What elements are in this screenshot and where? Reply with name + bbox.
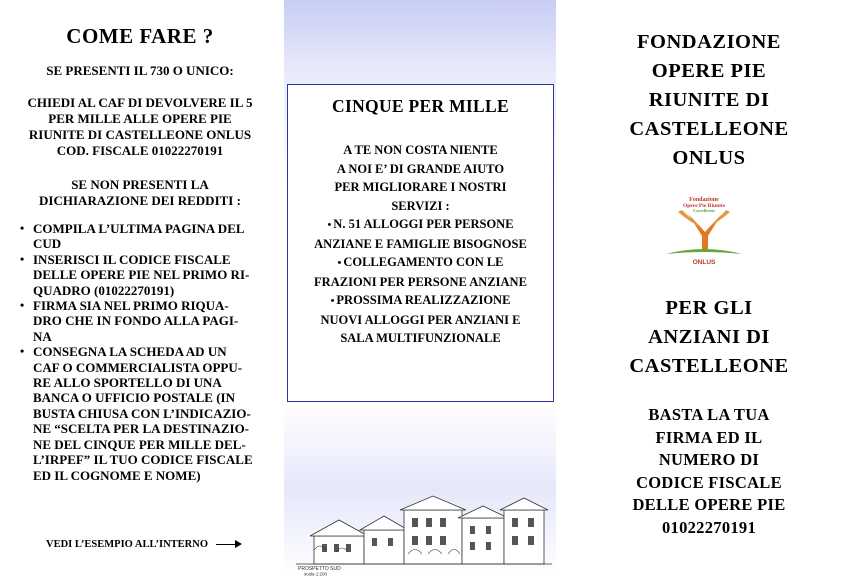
how-to-heading: COME FARE ? [66,24,214,48]
caf-line: CHIEDI AL CAF DI DEVOLVERE IL 5 [27,95,253,110]
bullet-line: FRAZIONI PER PERSONE ANZIANE [314,274,527,289]
bullet-text: N. 51 ALLOGGI PER PERSONE [333,217,514,231]
bullet-line [288,291,553,311]
bullet-text: COLLEGAMENTO CON LE [343,255,504,269]
service-bullet [288,253,553,291]
step-line: DRO CHE IN FONDO ALLA PAGI- [33,313,239,329]
bullet-line: NUOVI ALLOGGI PER ANZIANI E [320,312,521,327]
middle-panel [284,0,556,577]
step-item [20,252,274,298]
left-panel [0,0,280,577]
caf-line: RIUNITE DI CASTELLEONE ONLUS [28,127,252,142]
tagline-line: PER GLI [665,297,753,319]
step-line: NA [33,328,52,344]
no-declaration-line: SE NON PRESENTI LA [71,177,209,192]
see-example-note [46,539,240,550]
no-declaration-line: DICHIARAZIONE DEI REDDITI : [39,193,241,208]
step-line: QUADRO (01022270191) [33,282,175,298]
step-line: • INSERISCI IL CODICE FISCALE [33,251,231,267]
drawing-caption: PROSPETTO SUD [298,566,341,572]
logo-onlus: ONLUS [692,259,716,266]
arrow-right-icon [216,544,240,546]
logo-text: Opere Pie Riunite [682,203,726,209]
step-item [20,298,274,344]
org-line: RIUNITE DI [648,89,770,111]
org-line: CASTELLEONE [629,118,789,140]
org-line: ONLUS [672,147,746,169]
building-elevation-drawing [296,488,552,577]
step-line: • FIRMA SIA NEL PRIMO RIQUA- [33,298,229,314]
caf-line: PER MILLE ALLE OPERE PIE [48,111,232,126]
service-bullet [288,291,553,348]
logo-text: Castelleone [693,208,715,213]
bullet-icon: • [330,295,335,307]
bullet-icon: • [327,219,332,231]
tagline [576,294,842,381]
bullet-line: SALA MULTIFUNZIONALE [340,331,501,345]
bullet-line [288,215,553,235]
box-intro [288,141,553,215]
see-example-text: VEDI L’ESEMPIO ALL’INTERNO [46,539,209,550]
steps-list [6,221,274,483]
box-title: CINQUE PER MILLE [332,96,509,116]
step-line: RE ALLO SPORTELLO DI UNA [33,375,222,391]
service-bullet [288,215,553,253]
step-line: • CONSEGNA LA SCHEDA AD UN [33,344,227,360]
step-line: DELLE OPERE PIE NEL PRIMO RI- [33,267,250,283]
step-item [20,221,274,252]
intro-line: PER MIGLIORARE I NOSTRI [334,180,507,194]
bullet-text: PROSSIMA REALIZZAZIONE [336,293,511,307]
cta-line: NUMERO DI [658,450,760,469]
step-item [20,344,274,483]
caf-line: COD. FISCALE 01022270191 [56,143,224,158]
five-per-mille-box [287,84,554,402]
foundation-logo [658,192,750,266]
logo-text: Fondazione [689,197,719,203]
tagline-line: ANZIANI DI [648,326,770,348]
step-line: CAF O COMMERCIALISTA OPPU- [33,359,243,375]
step-line: • COMPILA L’ULTIMA PAGINA DEL [33,221,245,236]
no-declaration-heading [6,177,274,209]
step-line: NE “SCELTA PER LA DESTINAZIO- [33,421,250,437]
organization-name [576,28,842,173]
tagline-line: CASTELLEONE [629,355,789,377]
caf-instructions [6,95,274,159]
cta-line: CODICE FISCALE [636,472,782,492]
intro-line: A NOI E’ DI GRANDE AIUTO [336,161,505,176]
bullet-line: ANZIANE E FAMIGLIE BISOGNOSE [314,236,527,251]
step-line: ED IL COGNOME E NOME) [33,467,201,483]
bullet-line [288,253,553,273]
org-line: OPERE PIE [651,60,767,82]
org-line: FONDAZIONE [637,31,781,53]
intro-line: A TE NON COSTA NIENTE [343,143,498,157]
cta-line: FIRMA ED IL [655,427,763,447]
bullet-icon: • [337,257,342,269]
tax-return-subheading: SE PRESENTI IL 730 O UNICO: [46,63,234,78]
cta-line: 01022270191 [661,517,757,537]
step-line: BANCA O UFFICIO POSTALE (IN [33,390,236,406]
step-line: BUSTA CHIUSA CON L’INDICAZIO- [33,405,251,421]
step-line: L’IRPEF” IL TUO CODICE FISCALE [33,452,253,468]
drawing-scale: scala 1:200 [304,571,328,577]
step-line: NE DEL CINQUE PER MILLE DEL- [33,436,246,452]
intro-line: SERVIZI : [391,198,450,213]
call-to-action [576,404,842,539]
cta-line: BASTA LA TUA [648,405,770,424]
step-line: CUD [33,236,62,252]
cta-line: DELLE OPERE PIE [632,495,786,514]
right-panel [576,0,842,577]
